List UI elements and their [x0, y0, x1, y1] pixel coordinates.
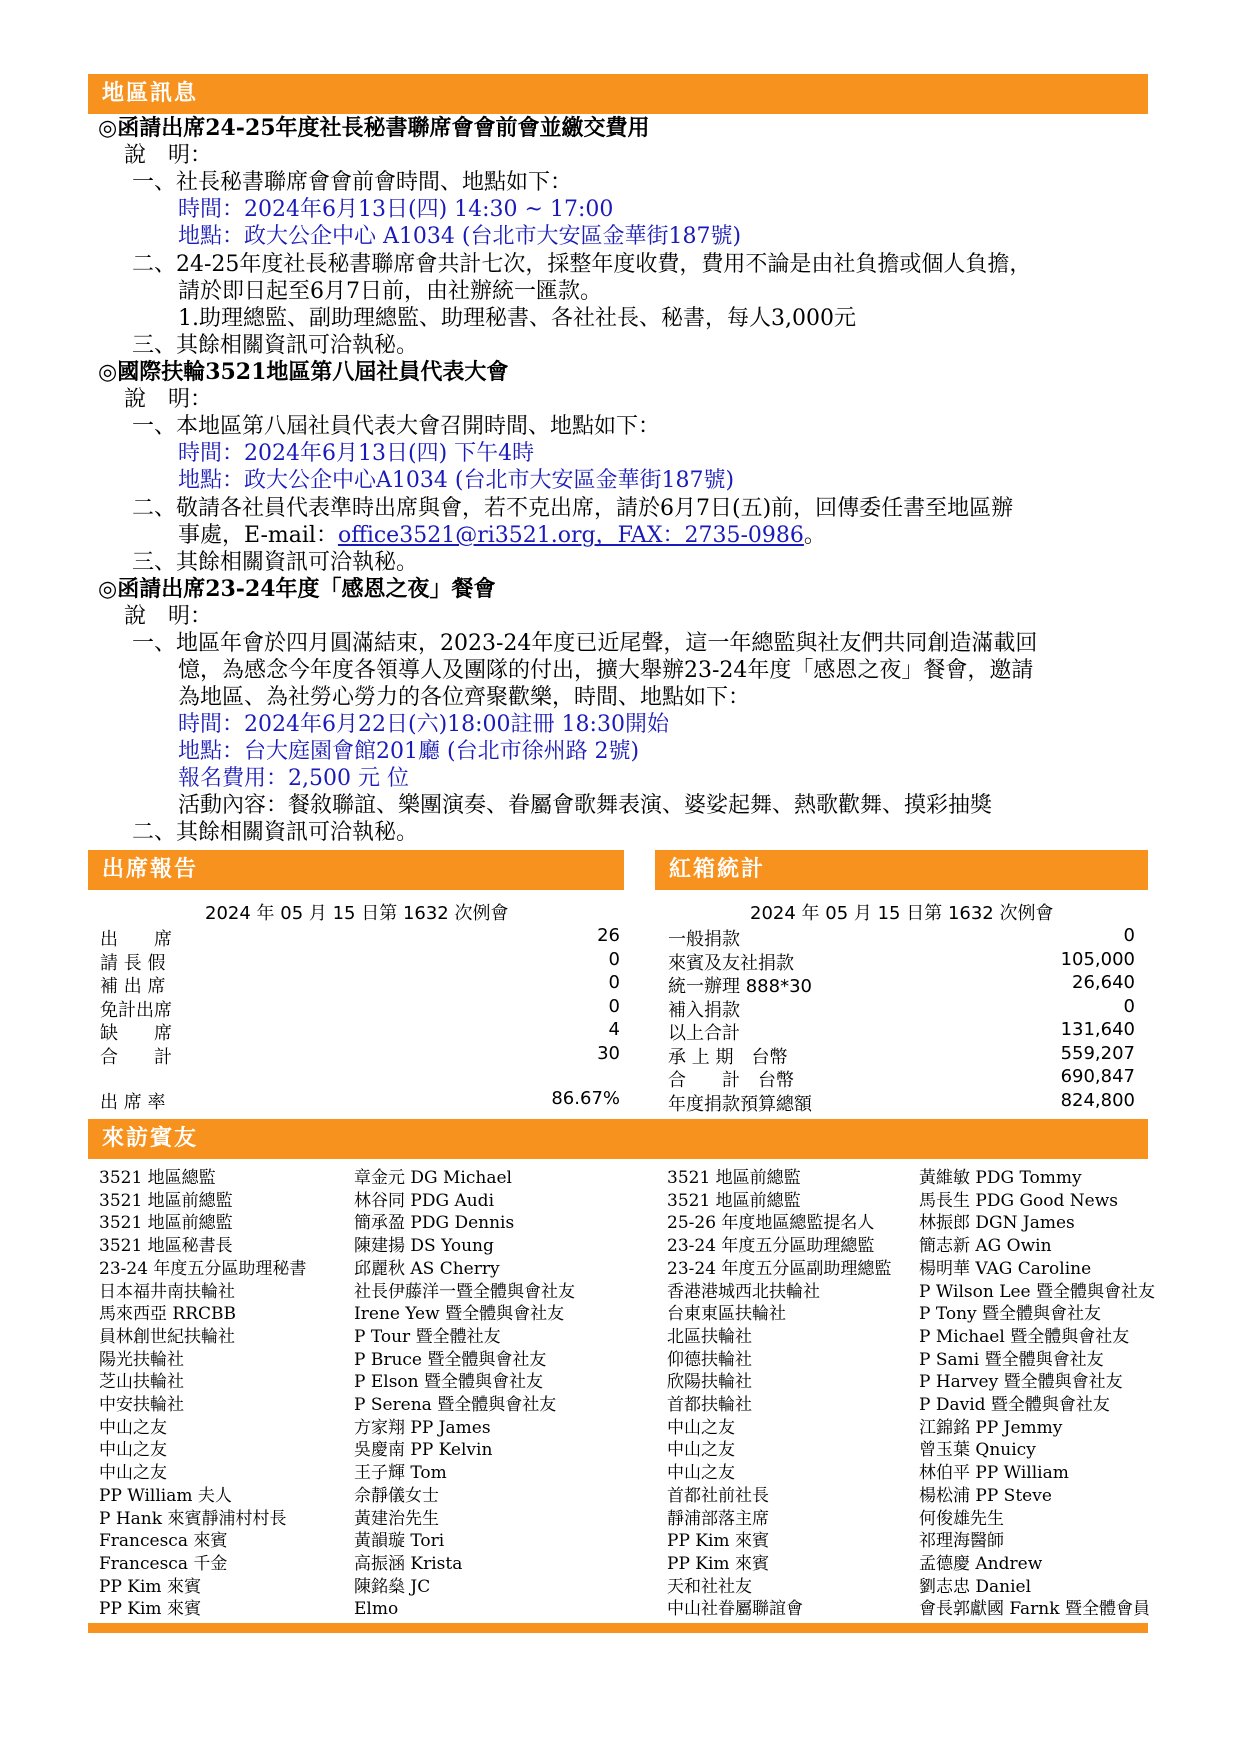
visitor-col3-entry: PP Kim 來賓 [667, 1553, 769, 1574]
visitor-col4-entry: 江錦銘 PP Jemmy [919, 1417, 1063, 1438]
visitors-header-label: 來訪賓友 [102, 1126, 199, 1151]
redbox-row-label: 一般捐款 [668, 929, 740, 950]
district-header [88, 74, 1148, 114]
visitor-col4-entry: 簡志新 AG Owin [919, 1236, 1052, 1257]
visitor-col1-entry: 中山之友 [99, 1440, 167, 1461]
visitor-col2-entry: 章金元 DG Michael [354, 1168, 512, 1188]
section1-item2c: 1.助理總監、副助理總監、助理秘書、各社社長、秘書，每人3,000元 [178, 306, 856, 331]
redbox-row-value: 690,847 [1060, 1066, 1135, 1087]
redbox-row-value: 131,640 [1060, 1019, 1135, 1040]
visitor-col3-entry: 中山之友 [667, 1463, 735, 1484]
section3-item1c: 為地區、為社勞心勞力的各位齊聚歡樂，時間、地點如下： [178, 685, 751, 710]
section3-fee: 報名費用：2,500 元 位 [178, 766, 409, 791]
attendance-header-label: 出席報告 [102, 857, 199, 882]
visitor-col4-entry: 林振郎 DGN James [919, 1213, 1075, 1234]
attendance-row-label: 出 席 [100, 929, 172, 950]
visitor-col2-entry: Elmo [354, 1599, 399, 1620]
visitor-col3-entry: 23-24 年度五分區助理總監 [667, 1236, 875, 1257]
visitor-col1-entry: 芝山扶輪社 [99, 1372, 184, 1393]
redbox-header [655, 850, 1148, 890]
visitor-col2-entry: 方家翔 PP James [354, 1417, 491, 1438]
visitor-col1-entry: 馬來西亞 RRCBB [99, 1304, 236, 1325]
visitor-col3-entry: 中山社眷屬聯誼會 [667, 1599, 803, 1620]
visitors-header [88, 1119, 1148, 1159]
section2-item2b-prefix: 事處，E-mail： [178, 523, 338, 548]
visitor-col3-entry: 首都扶輪社 [667, 1395, 752, 1415]
visitor-col1-entry: 3521 地區秘書長 [99, 1236, 233, 1257]
redbox-row-value: 559,207 [1060, 1042, 1135, 1064]
redbox-row-label: 以上合計 [668, 1023, 740, 1044]
visitor-col4-entry: P Michael 暨全體與會社友 [919, 1326, 1130, 1347]
attendance-row-value: 0 [608, 995, 620, 1017]
visitor-col4-entry: 劉志忠 Daniel [919, 1576, 1032, 1597]
section3-item2: 二、其餘相關資訊可洽執秘。 [132, 820, 419, 845]
section2-place: 地點：政大公企中心A1034 (台北市大安區金華街187號) [178, 468, 735, 493]
section2-item2b [178, 522, 826, 549]
attendance-row-value: 30 [597, 1042, 620, 1064]
attendance-row-value: 26 [597, 925, 620, 946]
visitor-col3-entry: 香港港城西北扶輪社 [667, 1281, 820, 1302]
visitor-col2-entry: 社長伊藤洋一暨全體與會社友 [354, 1281, 575, 1302]
visitor-col3-entry: 仰德扶輪社 [667, 1349, 752, 1370]
section2-note: 說 明： [124, 387, 213, 412]
section2-title: ◎國際扶輪3521地區第八屆社員代表大會 [98, 359, 509, 385]
redbox-row-value: 824,800 [1060, 1089, 1135, 1111]
visitor-col1-entry: 23-24 年度五分區助理秘書 [99, 1258, 307, 1279]
visitor-col2-entry: 黃韻璇 Tori [354, 1531, 445, 1552]
visitor-col2-entry: P Serena 暨全體與會社友 [354, 1395, 557, 1415]
visitor-col1-entry: Francesca 來賓 [99, 1531, 228, 1552]
section1-title: ◎函請出席24-25年度社長秘書聯席會會前會並繳交費用 [98, 115, 650, 141]
visitor-col1-entry: 陽光扶輪社 [99, 1349, 184, 1370]
redbox-row-value: 105,000 [1060, 948, 1135, 970]
visitor-col2-entry: 高振涵 Krista [354, 1553, 463, 1574]
visitor-col3-entry: 3521 地區前總監 [667, 1190, 801, 1211]
visitor-col3-entry: 中山之友 [667, 1417, 735, 1438]
redbox-row-label: 承 上 期 台幣 [668, 1046, 788, 1068]
attendance-row-value: 0 [608, 948, 620, 970]
section1-item3: 三、其餘相關資訊可洽執秘。 [132, 333, 419, 358]
visitor-col2-entry: P Bruce 暨全體與會社友 [354, 1349, 547, 1370]
visitor-col2-entry: 陳建揚 DS Young [354, 1236, 494, 1257]
visitor-col1-entry: 3521 地區總監 [99, 1168, 216, 1188]
visitor-col2-entry: 黃建治先生 [354, 1508, 439, 1529]
visitor-col2-entry: 邱麗秋 AS Cherry [354, 1258, 500, 1279]
redbox-row-label: 補入捐款 [668, 999, 740, 1021]
attendance-meeting: 2024 年 05 月 15 日第 1632 次例會 [205, 903, 509, 924]
section3-item1a: 一、地區年會於四月圓滿結束，2023-24年度已近尾聲，這一年總監與社友們共同創造滿載回 [132, 631, 1038, 656]
visitor-col4-entry: 林伯平 PP William [919, 1463, 1069, 1484]
visitor-col3-entry: 欣陽扶輪社 [667, 1372, 752, 1393]
visitor-col1-entry: P Hank 來賓靜浦村村長 [99, 1508, 287, 1529]
visitor-col1-entry: PP William 夫人 [99, 1485, 232, 1506]
visitor-col4-entry: P David 暨全體與會社友 [919, 1395, 1110, 1415]
redbox-row-value: 0 [1123, 995, 1135, 1017]
visitor-col3-entry: 3521 地區前總監 [667, 1168, 801, 1188]
attendance-row-label: 合 計 [100, 1046, 172, 1068]
visitor-col1-entry: 員林創世紀扶輪社 [99, 1326, 235, 1347]
redbox-row-label: 合 計 台幣 [668, 1070, 794, 1091]
visitor-col4-entry: 黃維敏 PDG Tommy [919, 1168, 1082, 1188]
visitor-col3-entry: 23-24 年度五分區副助理總監 [667, 1258, 892, 1279]
visitor-col1-entry: PP Kim 來賓 [99, 1599, 201, 1620]
section1-item1: 一、社長秘書聯席會會前會時間、地點如下： [132, 170, 573, 195]
visitor-col3-entry: 首都社前社長 [667, 1485, 769, 1506]
email-fax-link[interactable]: office3521@ri3521.org，FAX：2735-0986 [337, 523, 804, 548]
visitor-col1-entry: 3521 地區前總監 [99, 1190, 233, 1211]
visitor-col2-entry: 陳銘燊 JC [354, 1576, 431, 1597]
redbox-meeting: 2024 年 05 月 15 日第 1632 次例會 [750, 903, 1054, 924]
visitor-col4-entry: P Sami 暨全體與會社友 [919, 1349, 1104, 1370]
footer-bar [88, 1623, 1148, 1633]
redbox-row-label: 來賓及友社捐款 [668, 952, 794, 974]
section3-time: 時間：2024年6月22日(六)18:00註冊 18:30開始 [178, 712, 669, 737]
visitor-col2-entry: P Elson 暨全體與會社友 [354, 1372, 544, 1393]
visitor-col2-entry: 簡承盈 PDG Dennis [354, 1213, 515, 1234]
visitor-col3-entry: 台東東區扶輪社 [667, 1304, 786, 1325]
attendance-row-label: 免計出席 [100, 999, 172, 1021]
visitor-col2-entry: 吳慶南 PP Kelvin [354, 1440, 493, 1461]
section3-note: 說 明： [124, 604, 213, 629]
district-header-label: 地區訊息 [102, 81, 199, 106]
visitor-col4-entry: 何俊雄先生 [919, 1508, 1004, 1529]
section2-item1: 一、本地區第八屆社員代表大會召開時間、地點如下： [132, 414, 661, 439]
visitor-col2-entry: Irene Yew 暨全體與會社友 [354, 1304, 565, 1325]
visitor-col3-entry: 天和社社友 [667, 1576, 752, 1597]
redbox-row-label: 年度捐款預算總額 [668, 1093, 812, 1115]
visitor-col2-entry: 王子輝 Tom [354, 1463, 447, 1484]
attendance-rate-value: 86.67% [551, 1088, 620, 1109]
visitor-col3-entry: 中山之友 [667, 1440, 735, 1461]
visitor-col1-entry: 3521 地區前總監 [99, 1213, 233, 1234]
visitor-col4-entry: P Wilson Lee 暨全體與會社友 [919, 1281, 1156, 1302]
attendance-row-label: 請 長 假 [100, 952, 166, 974]
attendance-row-label: 缺 席 [100, 1023, 172, 1044]
section2-item2b-suffix: 。 [803, 523, 826, 548]
attendance-header [88, 850, 624, 890]
attendance-row-value: 0 [608, 972, 620, 993]
section2-item3: 三、其餘相關資訊可洽執秘。 [132, 550, 419, 575]
redbox-row-value: 0 [1123, 925, 1135, 946]
visitor-col4-entry: P Harvey 暨全體與會社友 [919, 1372, 1123, 1393]
visitor-col1-entry: Francesca 千金 [99, 1553, 228, 1574]
visitor-col1-entry: 中山之友 [99, 1463, 167, 1484]
visitor-col4-entry: 楊松浦 PP Steve [919, 1485, 1052, 1506]
visitor-col3-entry: 25-26 年度地區總監提名人 [667, 1213, 875, 1234]
section1-item2a: 二、24-25年度社長秘書聯席會共計七次，採整年度收費，費用不論是由社負擔或個人負擔， [132, 252, 1032, 277]
visitor-col3-entry: 北區扶輪社 [667, 1326, 752, 1347]
visitor-col1-entry: 中山之友 [99, 1417, 167, 1438]
section3-place: 地點：台大庭園會館201廳 (台北市徐州路 2號) [178, 739, 640, 764]
section3-activity: 活動內容：餐敘聯誼、樂團演奏、眷屬會歌舞表演、婆娑起舞、熱歌歡舞、摸彩抽獎 [178, 793, 993, 818]
visitor-col4-entry: 祁理海醫師 [919, 1531, 1004, 1552]
visitor-col2-entry: 林谷同 PDG Audi [354, 1190, 495, 1211]
section1-place: 地點：政大公企中心 A1034 (台北市大安區金華街187號) [178, 224, 742, 249]
visitor-col1-entry: 日本福井南扶輪社 [99, 1281, 235, 1302]
visitor-col4-entry: 曾玉葉 Qnuicy [919, 1440, 1036, 1461]
visitor-col4-entry: 會長郭獻國 Farnk 暨全體會員 [919, 1599, 1150, 1620]
section2-time: 時間：2024年6月13日(四) 下午4時 [178, 441, 535, 466]
section2-item2a: 二、敬請各社員代表準時出席與會，若不克出席，請於6月7日(五)前，回傳委任書至地區辦 [132, 496, 1014, 521]
redbox-row-value: 26,640 [1072, 972, 1135, 993]
section3-item1b: 憶，為感念今年度各領導人及團隊的付出，擴大舉辦23-24年度「感恩之夜」餐會，邀請 [178, 658, 1034, 683]
attendance-row-value: 4 [608, 1019, 620, 1040]
section1-note: 說 明： [124, 143, 213, 168]
visitor-col2-entry: 佘靜儀女士 [354, 1485, 439, 1506]
visitor-col4-entry: 楊明華 VAG Caroline [919, 1258, 1092, 1279]
redbox-row-label: 統一辦理 888*30 [668, 976, 812, 997]
visitor-col4-entry: 孟德慶 Andrew [919, 1553, 1043, 1574]
section1-item2b: 請於即日起至6月7日前，由社辦統一匯款。 [178, 279, 602, 304]
section3-title: ◎函請出席23-24年度「感恩之夜」餐會 [98, 576, 496, 602]
visitor-col2-entry: P Tour 暨全體社友 [354, 1326, 501, 1347]
visitor-col1-entry: PP Kim 來賓 [99, 1576, 201, 1597]
redbox-header-label: 紅箱統計 [669, 857, 766, 882]
visitor-col3-entry: PP Kim 來賓 [667, 1531, 769, 1552]
section1-time: 時間：2024年6月13日(四) 14:30 ~ 17:00 [178, 197, 614, 222]
visitor-col4-entry: P Tony 暨全體與會社友 [919, 1304, 1102, 1325]
visitor-col4-entry: 馬長生 PDG Good News [919, 1190, 1119, 1211]
attendance-rate-label: 出 席 率 [100, 1092, 166, 1113]
visitor-col1-entry: 中安扶輪社 [99, 1395, 184, 1415]
attendance-row-label: 補 出 席 [100, 976, 166, 997]
visitor-col3-entry: 靜浦部落主席 [667, 1508, 769, 1529]
